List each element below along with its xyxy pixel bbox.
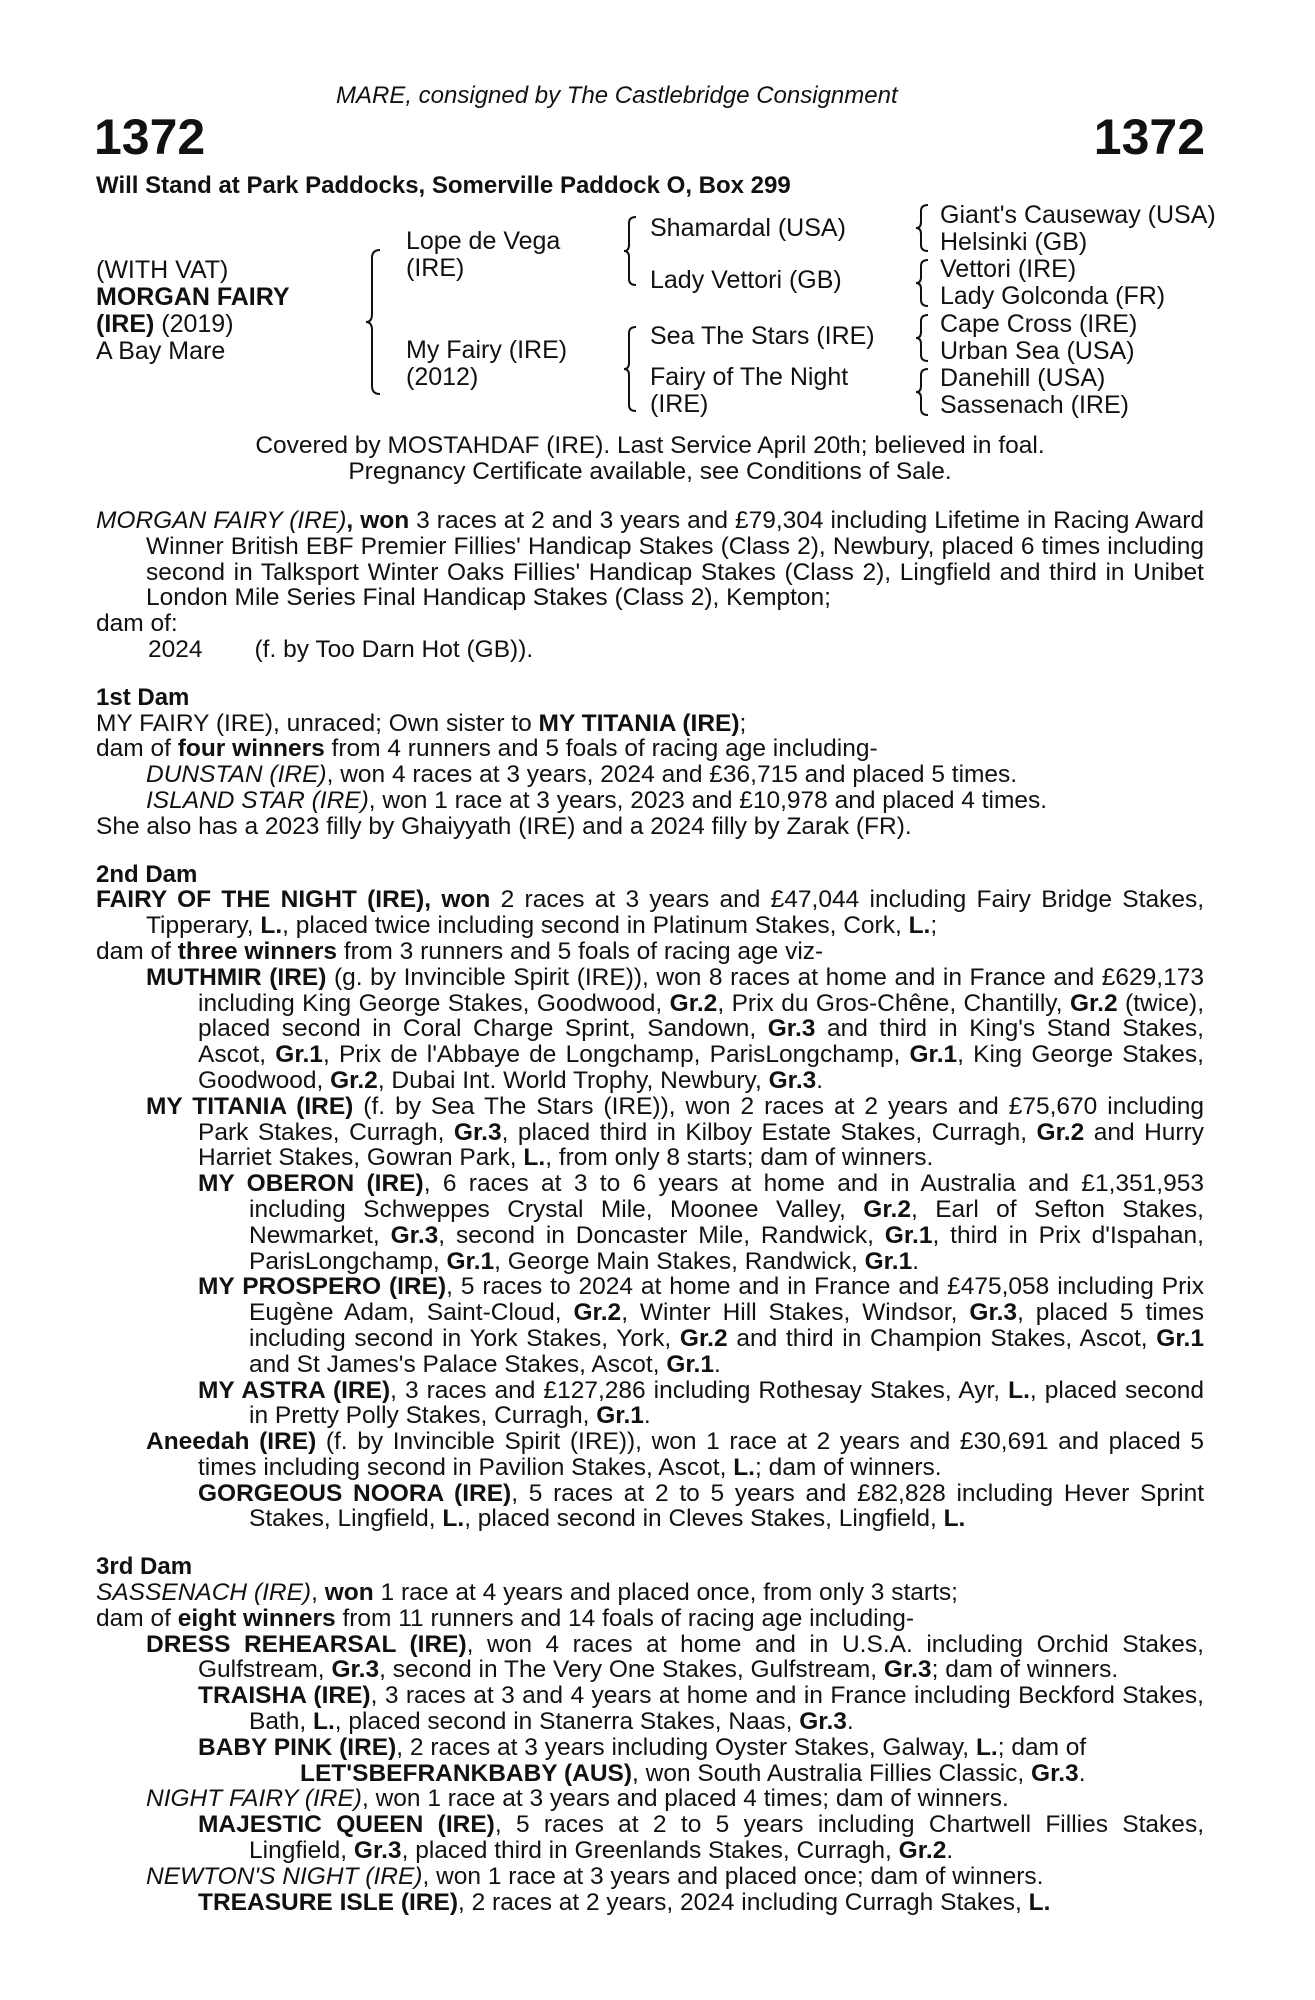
first-dam-intro: MY FAIRY (IRE), unraced; Own sister to MY TITANIA (IRE); [96,709,747,737]
sire-name: Lope de Vega [406,227,561,255]
ped-sdd: Lady Golconda (FR) [940,282,1166,310]
offspring-night-fairy: NIGHT FAIRY (IRE), won 1 race at 3 years and placed 4 times; dam of winners. [146,1785,1009,1813]
horse-country: (IRE) [96,310,155,338]
offspring-letsbefrankbaby: LET'SBEFRANKBABY (AUS), won South Australia Fillies Classic, Gr.3. [300,1759,1086,1787]
catalogue-body [96,508,1204,1915]
covering-line-1: Covered by MOSTAHDAF (IRE). Last Service April 20th; believed in foal. [255,432,1045,459]
second-dam-heading: 2nd Dam [96,860,198,888]
horse-country-year [96,311,234,338]
horse-year: (2019) [154,310,234,338]
offspring-my-oberon: MY OBERON (IRE), 6 races at 3 to 6 years at home and in Australia and £1,351,953 including Schweppes Crystal Mile, Moonee Valley, Gr.2, Earl of Sefton Stakes, Newmarket, Gr.3, second in Doncaster Mile, Randwick, Gr.1, third in Prix d'Ispahan, ParisLongchamp, Gr.1, George Main Stakes, Randwick, Gr.1. [198,1170,1204,1275]
offspring-dress-rehearsal: DRESS REHEARSAL (IRE), won 4 races at home and in U.S.A. including Orchid Stakes, Gulfstream, Gr.3, second in The Very One Stakes, Gulfstream, Gr.3; dam of winners. [146,1630,1204,1684]
dam-name: My Fairy (IRE) [406,336,568,364]
pedigree-brace-dam [624,325,638,413]
second-dam-record: FAIRY OF THE NIGHT (IRE), won 2 races at 3 years and £47,044 including Fairy Bridge Stakes, Tipperary, L., placed twice including second in Platinum Stakes, Cork, L.; [96,886,1205,940]
offspring-baby-pink: BABY PINK (IRE), 2 races at 3 years including Oyster Stakes, Galway, L.; dam of [198,1733,1087,1761]
pedigree-brace-dd [916,367,930,417]
horse-name: MORGAN FAIRY [96,283,290,311]
ped-sss: Giant's Causeway (USA) [940,201,1216,229]
pedigree-brace-ss [916,203,930,253]
offspring-majestic-queen: MAJESTIC QUEEN (IRE), 5 races at 2 to 5 years including Chartwell Fillies Stakes, Lingfield, Gr.3, placed third in Greenlands Stakes, Curragh, Gr.2. [198,1811,1204,1865]
horse-description: A Bay Mare [96,337,226,365]
covering-info [0,433,1300,485]
dam-year: (2012) [406,363,479,391]
sire-country: (IRE) [406,254,465,282]
pedigree-brace-gen1 [366,248,386,396]
racing-dam-of: dam of: [96,610,178,638]
location-line: Will Stand at Park Paddocks, Somerville Paddock O, Box 299 [96,172,791,199]
pedigree-brace-sire [624,215,638,287]
first-dam-also: She also has a 2023 filly by Ghaiyyath (IRE) and a 2024 filly by Zarak (FR). [96,812,912,840]
offspring-treasure-isle: TREASURE ISLE (IRE), 2 races at 2 years, 2024 including Curragh Stakes, L. [198,1888,1051,1916]
offspring-traisha: TRAISHA (IRE), 3 races at 3 and 4 years at home and in France including Beckford Stakes, Bath, L., placed second in Stanerra Stakes, Naas, Gr.3. [198,1682,1204,1736]
offspring-gorgeous-noora: GORGEOUS NOORA (IRE), 5 races at 2 to 5 years and £82,828 including Hever Sprint Stakes, Lingfield, L., placed second in Cleves Stakes, Lingfield, L. [198,1479,1204,1533]
ped-dds: Danehill (USA) [940,364,1106,392]
lot-number-left: 1372 [94,109,206,165]
offspring-muthmir: MUTHMIR (IRE) (g. by Invincible Spirit (IRE)), won 8 races at home and in France and £629,173 including King George Stakes, Goodwood, Gr.2, Prix du Gros-Chêne, Chantilly, Gr.2 (twice), placed second in Coral Charge Sprint, Sandown, Gr.3 and third in King's Stand Stakes, Ascot, Gr.1, Prix de l'Abbaye de Longchamp, ParisLongchamp, Gr.1, King George Stakes, Goodwood, Gr.2, Dubai Int. World Trophy, Newbury, Gr.3. [146,963,1204,1094]
dam-sire: Sea The Stars (IRE) [650,322,875,350]
offspring-aneedah: Aneedah (IRE) (f. by Invincible Spirit (IRE)), won 1 race at 2 years and £30,691 and placed 5 times including second in Pavilion Stakes, Ascot, L.; dam of winners. [146,1428,1204,1481]
third-dam-produce: dam of eight winners from 11 runners and 14 foals of racing age including- [96,1604,914,1632]
ped-sds: Vettori (IRE) [940,255,1077,283]
offspring-island-star: ISLAND STAR (IRE), won 1 race at 3 years, 2023 and £10,978 and placed 4 times. [146,786,1048,814]
ped-dsd: Urban Sea (USA) [940,337,1135,365]
ped-dss: Cape Cross (IRE) [940,310,1138,338]
covering-line-2: Pregnancy Certificate available, see Conditions of Sale. [348,458,952,485]
third-dam-record: SASSENACH (IRE), won 1 race at 4 years and placed once, from only 3 starts; [96,1579,958,1607]
lot-number-right: 1372 [1093,109,1205,165]
first-dam-produce: dam of four winners from 4 runners and 5 foals of racing age including- [96,735,878,763]
offspring-my-titania: MY TITANIA (IRE) (f. by Sea The Stars (IRE)), won 2 races at 2 years and £75,670 including Park Stakes, Curragh, Gr.3, placed third in Kilboy Estate Stakes, Curragh, Gr.2 and Hurry Harriet Stakes, Gowran Park, L., from only 8 starts; dam of winners. [146,1092,1204,1172]
offspring-my-prospero: MY PROSPERO (IRE), 5 races to 2024 at home and in France and £475,058 including Prix Eugène Adam, Saint-Cloud, Gr.2, Winter Hill Stakes, Windsor, Gr.3, placed 5 times including second in York Stakes, York, Gr.2 and third in Champion Stakes, Ascot, Gr.1 and St James's Palace Stakes, Ascot, Gr.1. [198,1273,1204,1378]
offspring-newtons-night: NEWTON'S NIGHT (IRE), won 1 race at 3 years and placed once; dam of winners. [146,1862,1044,1890]
second-dam-produce: dam of three winners from 3 runners and 5 foals of racing age viz- [96,937,824,965]
produce-2024: 2024 (f. by Too Darn Hot (GB)). [148,635,534,663]
consignor-line: MARE, consigned by The Castlebridge Consignment [336,82,898,109]
racing-record: MORGAN FAIRY (IRE), won 3 races at 2 and 3 years and £79,304 including Lifetime in Racing Award Winner British EBF Premier Fillies' Handicap Stakes (Class 2), Newbury, placed 6 times including second in Talksport Winter Oaks Fillies' Handicap Stakes (Class 2), Lingfield and third in Unibet London Mile Series Final Handicap Stakes (Class 2), Kempton; [96,507,1204,612]
ped-ssd: Helsinki (GB) [940,228,1088,256]
dam-dam-country: (IRE) [650,390,709,418]
first-dam-heading: 1st Dam [96,683,190,711]
pedigree-brace-sd [916,258,930,308]
offspring-my-astra: MY ASTRA (IRE), 3 races and £127,286 including Rothesay Stakes, Ayr, L., placed second in Pretty Polly Stakes, Curragh, Gr.1. [198,1376,1204,1430]
pedigree-brace-ds [916,313,930,363]
dam-dam: Fairy of The Night [650,363,849,391]
sire-sire: Shamardal (USA) [650,214,846,242]
sire-dam: Lady Vettori (GB) [650,266,842,294]
third-dam-heading: 3rd Dam [96,1553,193,1581]
ped-ddd: Sassenach (IRE) [940,391,1129,419]
vat-label: (WITH VAT) [96,256,229,284]
offspring-dunstan: DUNSTAN (IRE), won 4 races at 3 years, 2024 and £36,715 and placed 5 times. [146,761,1018,789]
